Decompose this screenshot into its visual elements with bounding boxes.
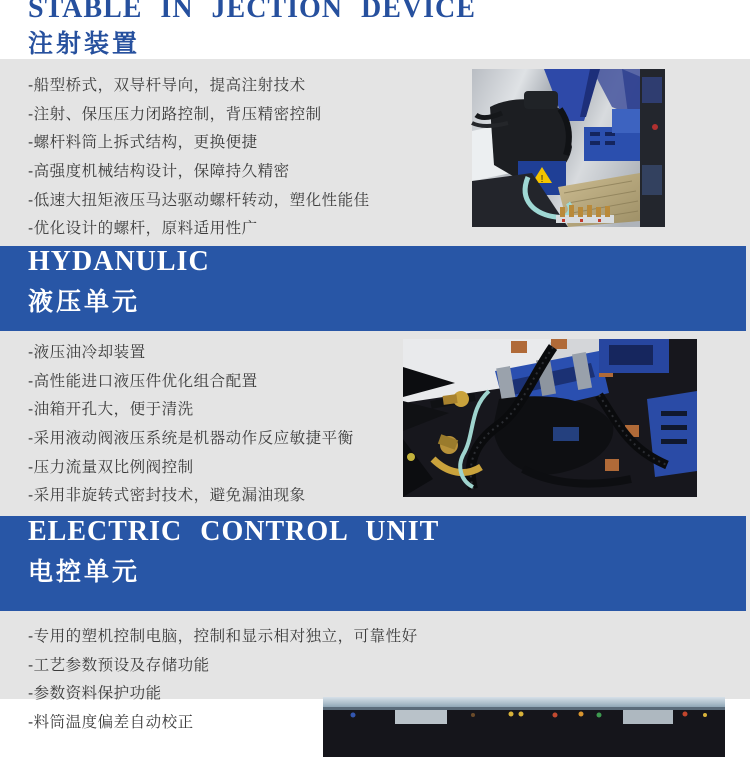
bullet-item: -油箱开孔大，便于清洗 xyxy=(28,401,194,419)
bullet-item: -注射、保压压力闭路控制，背压精密控制 xyxy=(28,105,322,123)
bullet-item: -采用液动阀液压系统是机器动作反应敏捷平衡 xyxy=(28,430,354,448)
electric-banner-chinese-title: 电控单元 xyxy=(28,559,141,586)
hydraulic-banner-chinese-title: 液压单元 xyxy=(28,289,141,316)
bullet-item: -采用非旋转式密封技术，避免漏油现象 xyxy=(28,487,306,505)
bullet-item: -工艺参数预设及存储功能 xyxy=(28,656,210,674)
bullet-item: -螺杆料筒上拆式结构，更换便捷 xyxy=(28,134,258,152)
bullet-item: -高性能进口液压件优化组合配置 xyxy=(28,372,258,390)
electric-banner-english-title: ELECTRIC CONTROL UNIT xyxy=(28,516,440,547)
bullet-item: -优化设计的螺杆，原料适用性广 xyxy=(28,220,258,238)
header-chinese-title: 注射装置 xyxy=(28,31,141,58)
bullet-item: -高强度机械结构设计，保障持久精密 xyxy=(28,163,290,181)
bullet-item: -料筒温度偏差自动校正 xyxy=(28,714,194,732)
svg-text:!: ! xyxy=(540,174,544,185)
hydraulic-banner xyxy=(0,246,746,331)
injection-unit-photo xyxy=(472,69,665,227)
control-cabinet-photo xyxy=(323,697,725,757)
hydraulic-banner-english-title: HYDANULIC xyxy=(28,246,210,277)
bullet-item: -专用的塑机控制电脑，控制和显示相对独立，可靠性好 xyxy=(28,628,418,646)
electric-section xyxy=(0,611,750,732)
bullet-item: -液压油冷却装置 xyxy=(28,344,146,362)
injection-section xyxy=(0,59,750,241)
electric-banner xyxy=(0,516,746,611)
header-english-title: STABLE IN JECTION DEVICE xyxy=(28,0,476,24)
bullet-item: -船型桥式，双导杆导向，提高注射技术 xyxy=(28,77,306,95)
bullet-item: -低速大扭矩液压马达驱动螺杆转动，塑化性能佳 xyxy=(28,191,370,209)
hydraulic-unit-photo xyxy=(403,339,697,497)
hydraulic-section xyxy=(0,331,750,504)
bullet-item: -压力流量双比例阀控制 xyxy=(28,458,194,476)
page-header xyxy=(0,0,750,59)
bullet-item: -参数资料保护功能 xyxy=(28,685,162,703)
